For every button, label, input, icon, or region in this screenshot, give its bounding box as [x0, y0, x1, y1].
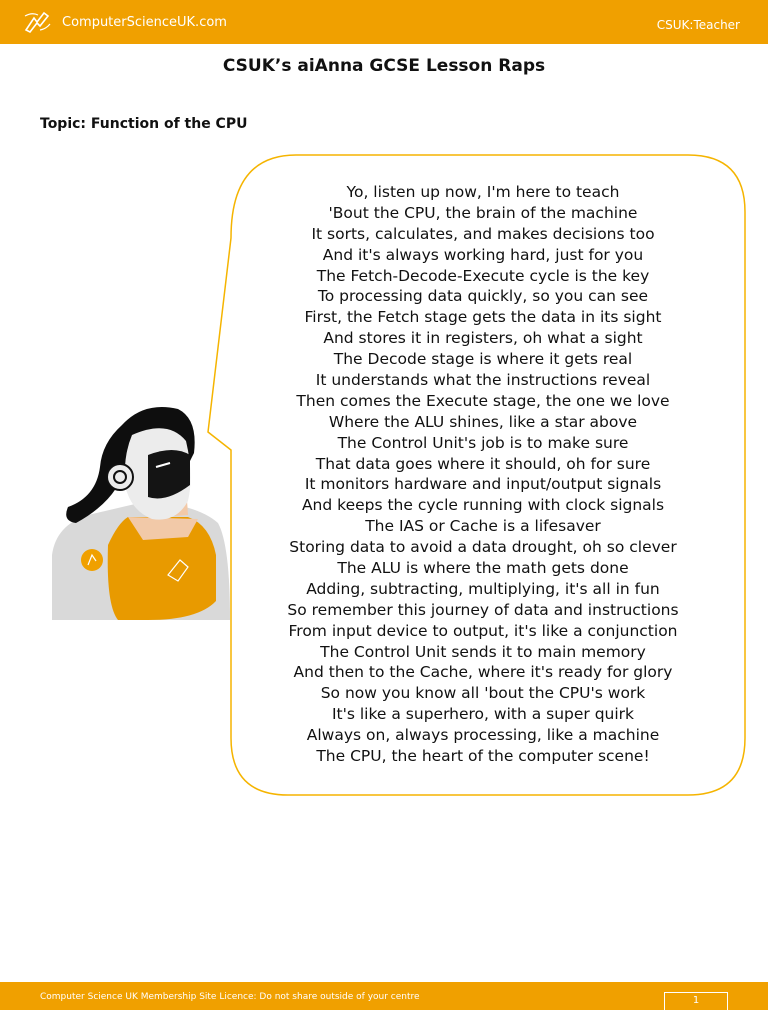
lyric-line: The ALU is where the math gets done — [337, 559, 629, 578]
lyric-line: The IAS or Cache is a lifesaver — [365, 517, 601, 536]
footer-bar — [0, 982, 768, 1010]
lyric-line: Adding, subtracting, multiplying, it's all in fun — [306, 579, 660, 598]
lyric-line: It sorts, calculates, and makes decisions too — [311, 224, 655, 243]
lyric-line: And then to the Cache, where it's ready for glory — [293, 663, 673, 682]
lyric-line: It's like a superhero, with a super quirk — [331, 705, 635, 724]
aianna-avatar — [48, 405, 230, 625]
audience-label: CSUK:Teacher — [656, 18, 740, 32]
lyric-line: So now you know all 'bout the CPU's work — [320, 684, 646, 703]
lyric-line: And keeps the cycle running with clock signals — [301, 496, 665, 515]
lyric-line: It monitors hardware and input/output signals — [304, 475, 662, 494]
lyric-line: Storing data to avoid a data drought, oh so clever — [289, 538, 677, 557]
lyric-line: The Fetch-Decode-Execute cycle is the key — [316, 266, 650, 285]
licence-notice: Computer Science UK Membership Site Licence: Do not share outside of your centre — [40, 992, 420, 1002]
lyric-line: 'Bout the CPU, the brain of the machine — [328, 203, 638, 222]
topic-heading: Topic: Function of the CPU — [40, 116, 248, 132]
lyric-line: Yo, listen up now, I'm here to teach — [346, 183, 620, 201]
lyric-line: And it's always working hard, just for you — [322, 245, 644, 264]
lyric-line: To processing data quickly, so you can see — [317, 287, 649, 306]
lyric-line: And stores it in registers, oh what a sight — [323, 329, 643, 348]
lyric-line: The CPU, the heart of the computer scene! — [316, 747, 650, 766]
site-name[interactable]: ComputerScienceUK.com — [62, 15, 227, 30]
lyric-line: Always on, always processing, like a machine — [306, 726, 660, 745]
rap-lyrics — [248, 182, 718, 767]
page-number: 1 — [692, 995, 700, 1006]
lyric-line: The Control Unit's job is to make sure — [337, 433, 629, 452]
lyric-line: First, the Fetch stage gets the data in its sight — [304, 308, 662, 327]
page-number-box — [664, 992, 728, 1011]
lyric-line: The Control Unit sends it to main memory — [320, 642, 646, 661]
lyric-line: From input device to output, it's like a conjunction — [288, 621, 678, 640]
page-title: CSUK’s aiAnna GCSE Lesson Raps — [222, 56, 546, 76]
lyric-line: The Decode stage is where it gets real — [333, 350, 633, 369]
lyric-line: Where the ALU shines, like a star above — [328, 412, 638, 431]
lyric-line: It understands what the instructions reveal — [315, 371, 651, 390]
lyric-line: That data goes where it should, oh for sure — [315, 454, 651, 473]
lyric-line: Then comes the Execute stage, the one we love — [296, 391, 670, 410]
lyric-line: So remember this journey of data and instructions — [287, 600, 679, 619]
